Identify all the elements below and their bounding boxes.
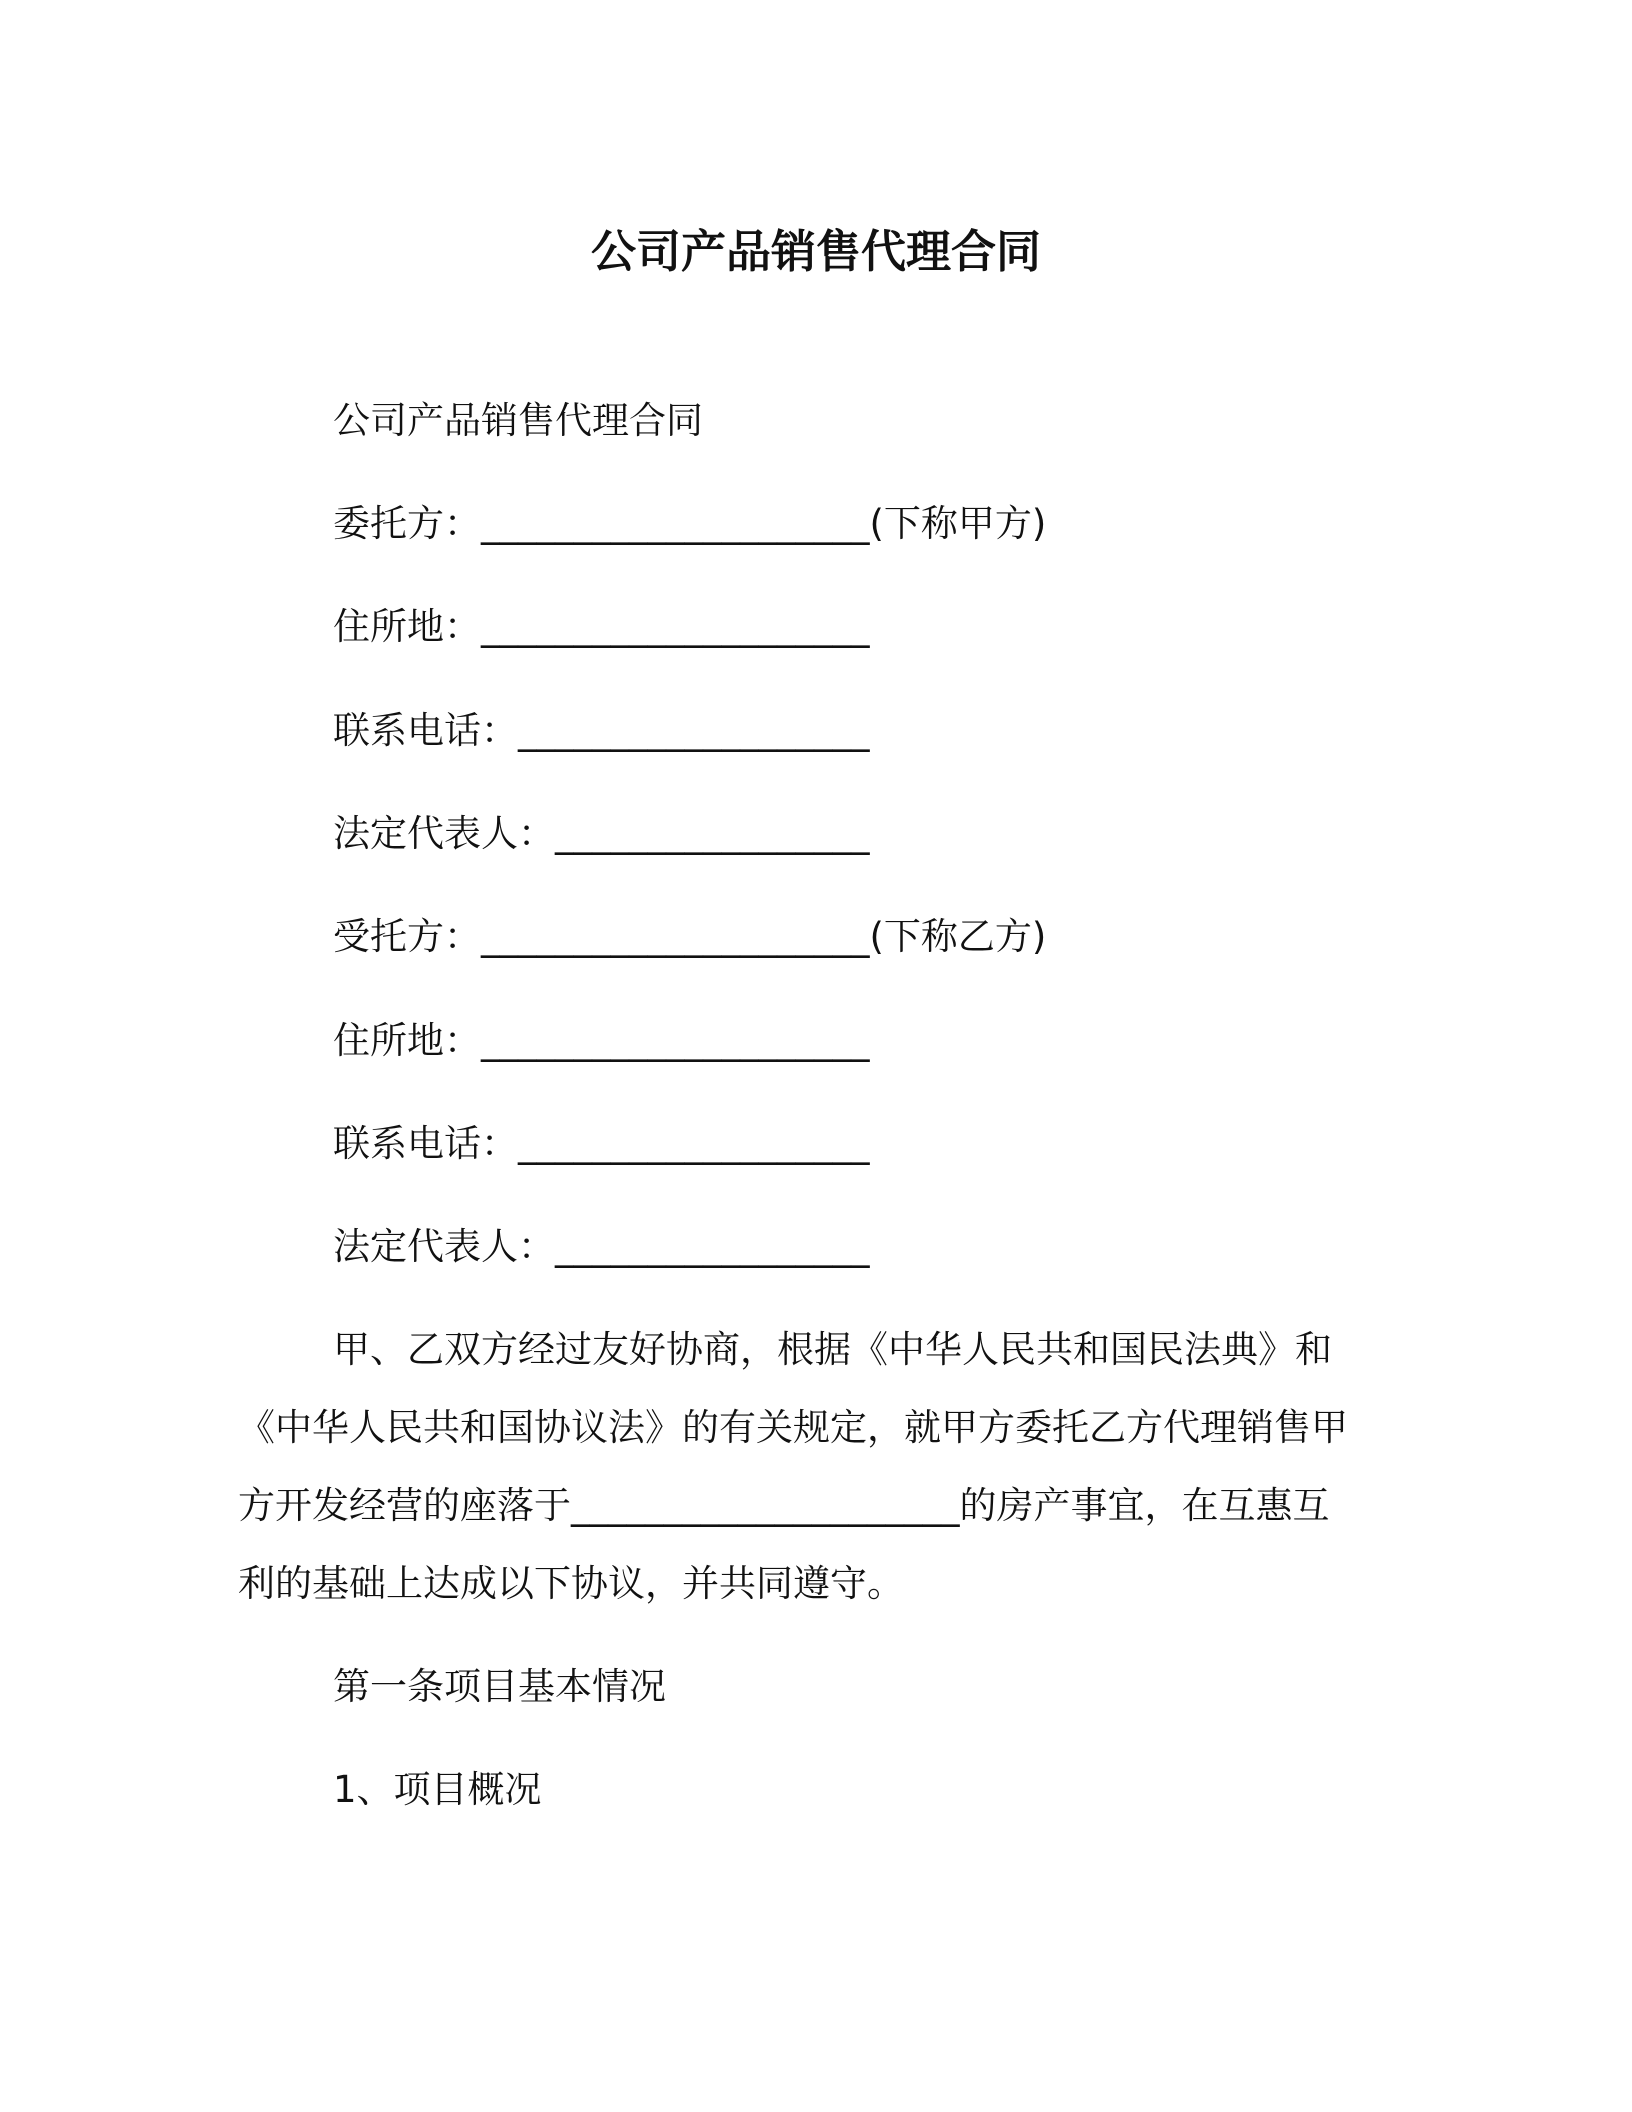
party-a-phone-line: 联系电话：___________________ xyxy=(333,709,870,752)
intro-paragraph: 甲、乙双方经过友好协商，根据《中华人民共和国民法典》和《中华人民共和国协议法》的有关规定，就甲方委托乙方代理销售甲方开发经营的座落于_____________________的房产事宜，在互惠互利的基础上达成以下协议，并共同遵守。 xyxy=(238,1328,1348,1605)
article-1-item-1: 1、项目概况 xyxy=(333,1768,542,1811)
article-1-heading: 第一条项目基本情况 xyxy=(333,1665,666,1708)
party-a-representative-line: 法定代表人：_________________ xyxy=(333,812,870,855)
party-a-address-line: 住所地：_____________________ xyxy=(333,605,870,648)
party-b-phone-line: 联系电话：___________________ xyxy=(333,1122,870,1165)
contract-name-line: 公司产品销售代理合同 xyxy=(333,399,703,442)
party-a-line: 委托方：_____________________(下称甲方) xyxy=(333,502,1047,545)
document-title: 公司产品销售代理合同 xyxy=(590,225,1041,278)
party-b-address-line: 住所地：_____________________ xyxy=(333,1019,870,1062)
party-b-representative-line: 法定代表人：_________________ xyxy=(333,1225,870,1268)
party-b-line: 受托方：_____________________(下称乙方) xyxy=(333,915,1047,958)
